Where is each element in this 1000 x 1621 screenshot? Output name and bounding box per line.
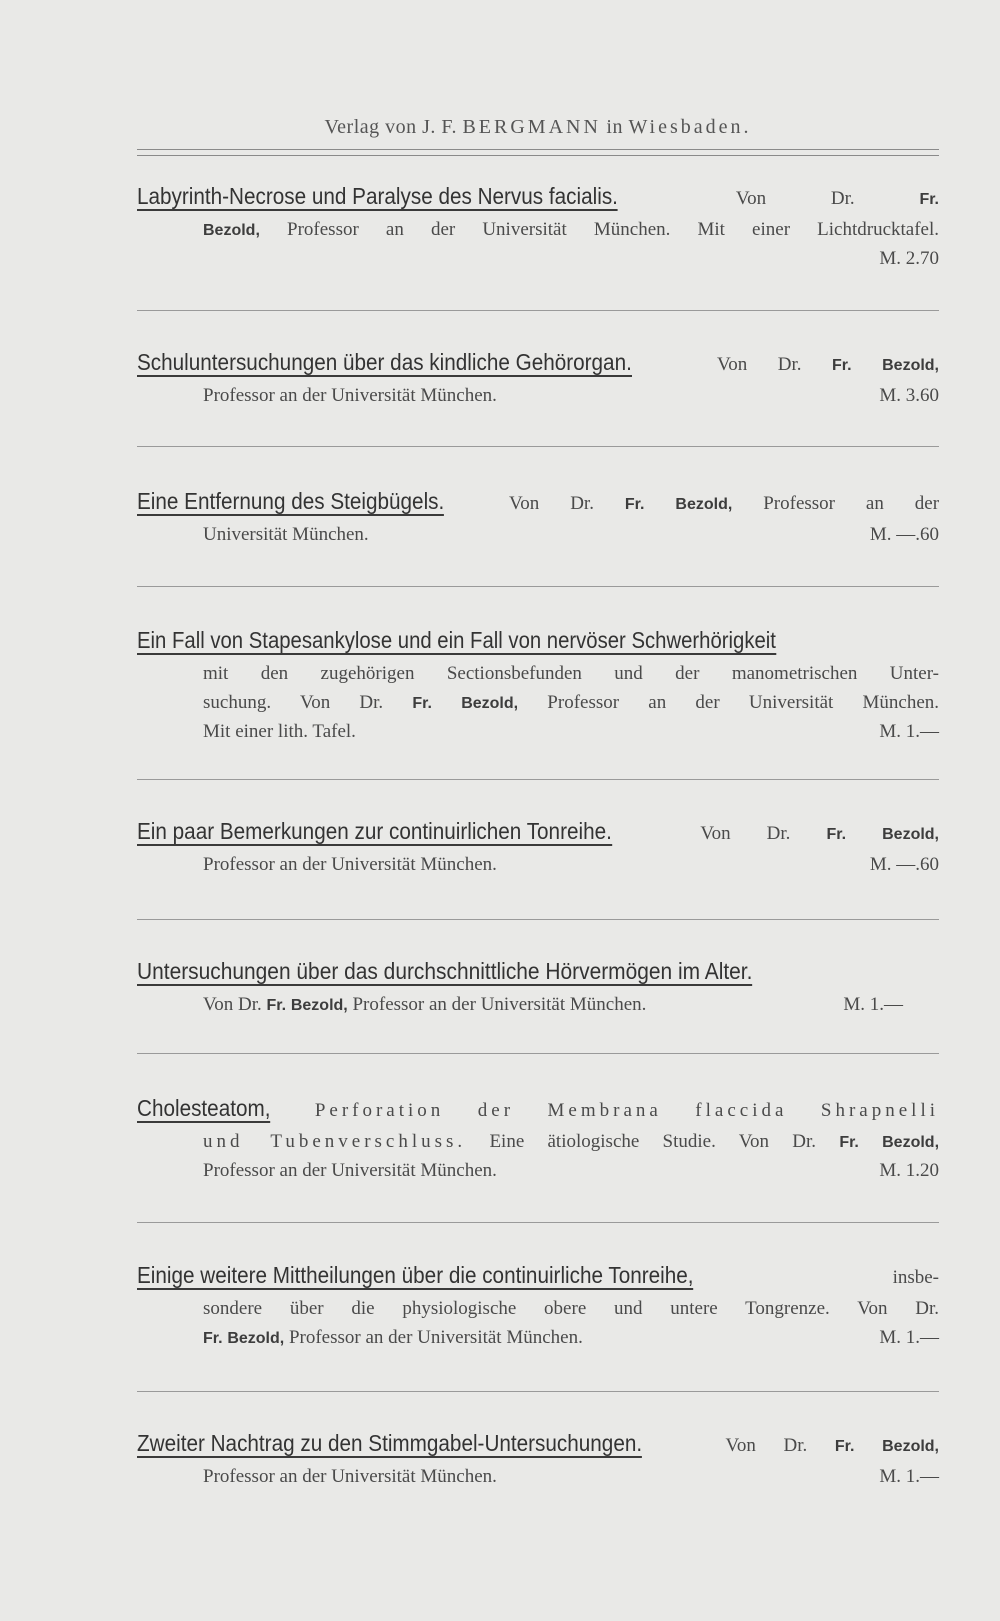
entry-line-2 bbox=[137, 520, 939, 549]
von-text: Von Dr. bbox=[299, 692, 384, 713]
von-text: Von Dr. bbox=[509, 493, 594, 514]
author-affiliation: Professor an der Universität München. bbox=[203, 1160, 497, 1181]
price: M. 1.— bbox=[879, 1327, 939, 1348]
author-initial: Fr. bbox=[412, 695, 432, 712]
separator bbox=[137, 919, 939, 920]
entry-line-2 bbox=[137, 659, 939, 688]
entry-labyrinth-necrose bbox=[137, 183, 939, 273]
entry-title: Labyrinth-Necrose und Paralyse des Nervus facialis. bbox=[137, 183, 618, 209]
header-city: Wiesbaden. bbox=[628, 116, 752, 138]
entry-subtitle: Perforation der Membrana flaccida Shrapnelli bbox=[314, 1100, 940, 1121]
entry-title-line bbox=[137, 349, 939, 381]
entry-title-line bbox=[137, 627, 939, 659]
entry-line-3 bbox=[137, 244, 939, 273]
von-text: Von Dr. bbox=[857, 1298, 939, 1319]
entry-title: Untersuchungen über das durchschnittliche Hörvermögen im Alter. bbox=[137, 958, 753, 984]
entry-line-2 bbox=[137, 1294, 939, 1323]
author-initial: Fr. bbox=[832, 357, 852, 374]
entry-line-4 bbox=[137, 717, 939, 746]
von-text: Von Dr. bbox=[738, 1131, 817, 1152]
author-initial: Fr. bbox=[839, 1134, 859, 1151]
entry-title: Ein paar Bemerkungen zur continuirlichen Tonreihe. bbox=[137, 818, 612, 844]
entry-description: Eine ätiologische Studie. bbox=[489, 1131, 716, 1152]
price: M. 1.20 bbox=[879, 1160, 939, 1181]
entry-title-line bbox=[137, 1262, 939, 1294]
author-name: Bezold, bbox=[882, 826, 939, 843]
entry-line-2 bbox=[137, 990, 939, 1019]
price: M. —.60 bbox=[869, 854, 939, 875]
author-name: Bezold, bbox=[675, 496, 733, 513]
entry-line-2 bbox=[137, 850, 939, 879]
entry-title-line bbox=[137, 488, 939, 520]
price: M. —.60 bbox=[869, 524, 939, 545]
author-initial: Fr. bbox=[834, 1438, 855, 1455]
entry-steigbuegel bbox=[137, 488, 939, 549]
author-name: Bezold, bbox=[203, 222, 260, 239]
entry-title: Schuluntersuchungen über das kindliche Gehörorgan. bbox=[137, 349, 632, 375]
entry-title: Ein Fall von Stapesankylose und ein Fall von nervöser Schwerhörigkeit bbox=[137, 627, 776, 653]
entry-note: Mit einer lith. Tafel. bbox=[203, 721, 356, 742]
entry-subtitle-end: und Tubenverschluss. bbox=[203, 1131, 467, 1152]
entry-hoervermoegen bbox=[137, 958, 939, 1019]
author-name: Bezold, bbox=[882, 357, 939, 374]
entry-description-end: suchung. bbox=[203, 692, 272, 713]
separator bbox=[137, 310, 939, 311]
von-text: Von Dr. bbox=[716, 354, 802, 375]
author-affiliation: Professor an der Universität München. bbox=[203, 1466, 497, 1487]
separator bbox=[137, 1391, 939, 1392]
von-text: Von Dr. bbox=[735, 188, 855, 209]
entry-line-2 bbox=[137, 1462, 939, 1491]
separator bbox=[137, 586, 939, 587]
publisher-header bbox=[137, 116, 939, 139]
entry-title: Eine Entfernung des Steigbügels. bbox=[137, 488, 445, 514]
author-name: Bezold, bbox=[290, 997, 348, 1014]
von-text: Von Dr. bbox=[700, 823, 791, 844]
entry-title-line bbox=[137, 1430, 939, 1462]
entry-description: Professor an der Universität München. Mit einer Lichtdrucktafel. bbox=[287, 219, 940, 240]
von-text: Von Dr. bbox=[203, 994, 262, 1015]
author-affiliation: Professor an der Universität München. bbox=[352, 994, 647, 1015]
author-initial: Fr. bbox=[203, 1330, 223, 1347]
entry-line-3 bbox=[137, 688, 939, 717]
author-initial: Fr. bbox=[266, 997, 287, 1014]
separator bbox=[137, 1222, 939, 1223]
entry-title: Cholesteatom, bbox=[137, 1095, 271, 1121]
author-affiliation: Professor an der Universität München. bbox=[203, 385, 497, 406]
entry-cholesteatom bbox=[137, 1095, 939, 1185]
price: M. 3.60 bbox=[879, 385, 939, 406]
header-double-rule bbox=[137, 149, 939, 156]
author-affiliation: Professor an der Universität München. bbox=[288, 1327, 583, 1348]
entry-bemerkungen-tonreihe bbox=[137, 818, 939, 879]
author-affiliation: Professor an der Universität München. bbox=[547, 692, 940, 713]
price: M. 1.— bbox=[879, 721, 939, 742]
entry-title-line bbox=[137, 183, 939, 215]
price: M. 1.— bbox=[879, 1466, 939, 1487]
header-publisher: BERGMANN bbox=[462, 116, 601, 138]
price: M. 1.— bbox=[843, 994, 903, 1015]
entry-title-line bbox=[137, 1095, 939, 1127]
author-initial: Fr. bbox=[826, 826, 847, 843]
author-name: Bezold, bbox=[882, 1438, 939, 1455]
entry-title: Einige weitere Mittheilungen über die continuirliche Tonreihe, bbox=[137, 1262, 694, 1288]
author-name: Bezold, bbox=[461, 695, 519, 712]
author-affiliation-end: Universität München. bbox=[203, 524, 369, 545]
entry-line-2 bbox=[137, 215, 939, 244]
entry-line-2 bbox=[137, 1127, 939, 1156]
author-affiliation: Professor an der Universität München. bbox=[203, 854, 497, 875]
entry-description: sondere über die physiologische obere und untere Tongrenze. bbox=[203, 1298, 830, 1319]
author-initial: Fr. bbox=[919, 191, 939, 208]
author-initial: Fr. bbox=[624, 496, 645, 513]
entry-weitere-mittheilungen bbox=[137, 1262, 939, 1352]
entry-schuluntersuchungen bbox=[137, 349, 939, 410]
entry-title-line bbox=[137, 958, 939, 990]
header-in: in bbox=[606, 116, 623, 138]
von-text: Von Dr. bbox=[725, 1435, 808, 1456]
separator bbox=[137, 1053, 939, 1054]
entry-description-start: insbe- bbox=[892, 1267, 939, 1288]
entry-title-line bbox=[137, 818, 939, 850]
entry-line-3 bbox=[137, 1156, 939, 1185]
entry-line-3 bbox=[137, 1323, 939, 1352]
separator bbox=[137, 779, 939, 780]
price: M. 2.70 bbox=[879, 248, 939, 269]
header-prefix: Verlag von J. F. bbox=[324, 116, 457, 138]
separator bbox=[137, 446, 939, 447]
entry-stapesankylose bbox=[137, 627, 939, 746]
entry-description: mit den zugehörigen Sectionsbefunden und der manometrischen Unter- bbox=[203, 663, 939, 684]
entry-stimmgabel bbox=[137, 1430, 939, 1491]
entry-title: Zweiter Nachtrag zu den Stimmgabel-Untersuchungen. bbox=[137, 1430, 643, 1456]
author-affiliation-start: Professor an der bbox=[763, 493, 940, 514]
entry-line-2 bbox=[137, 381, 939, 410]
author-name: Bezold, bbox=[227, 1330, 285, 1347]
author-name: Bezold, bbox=[882, 1134, 940, 1151]
